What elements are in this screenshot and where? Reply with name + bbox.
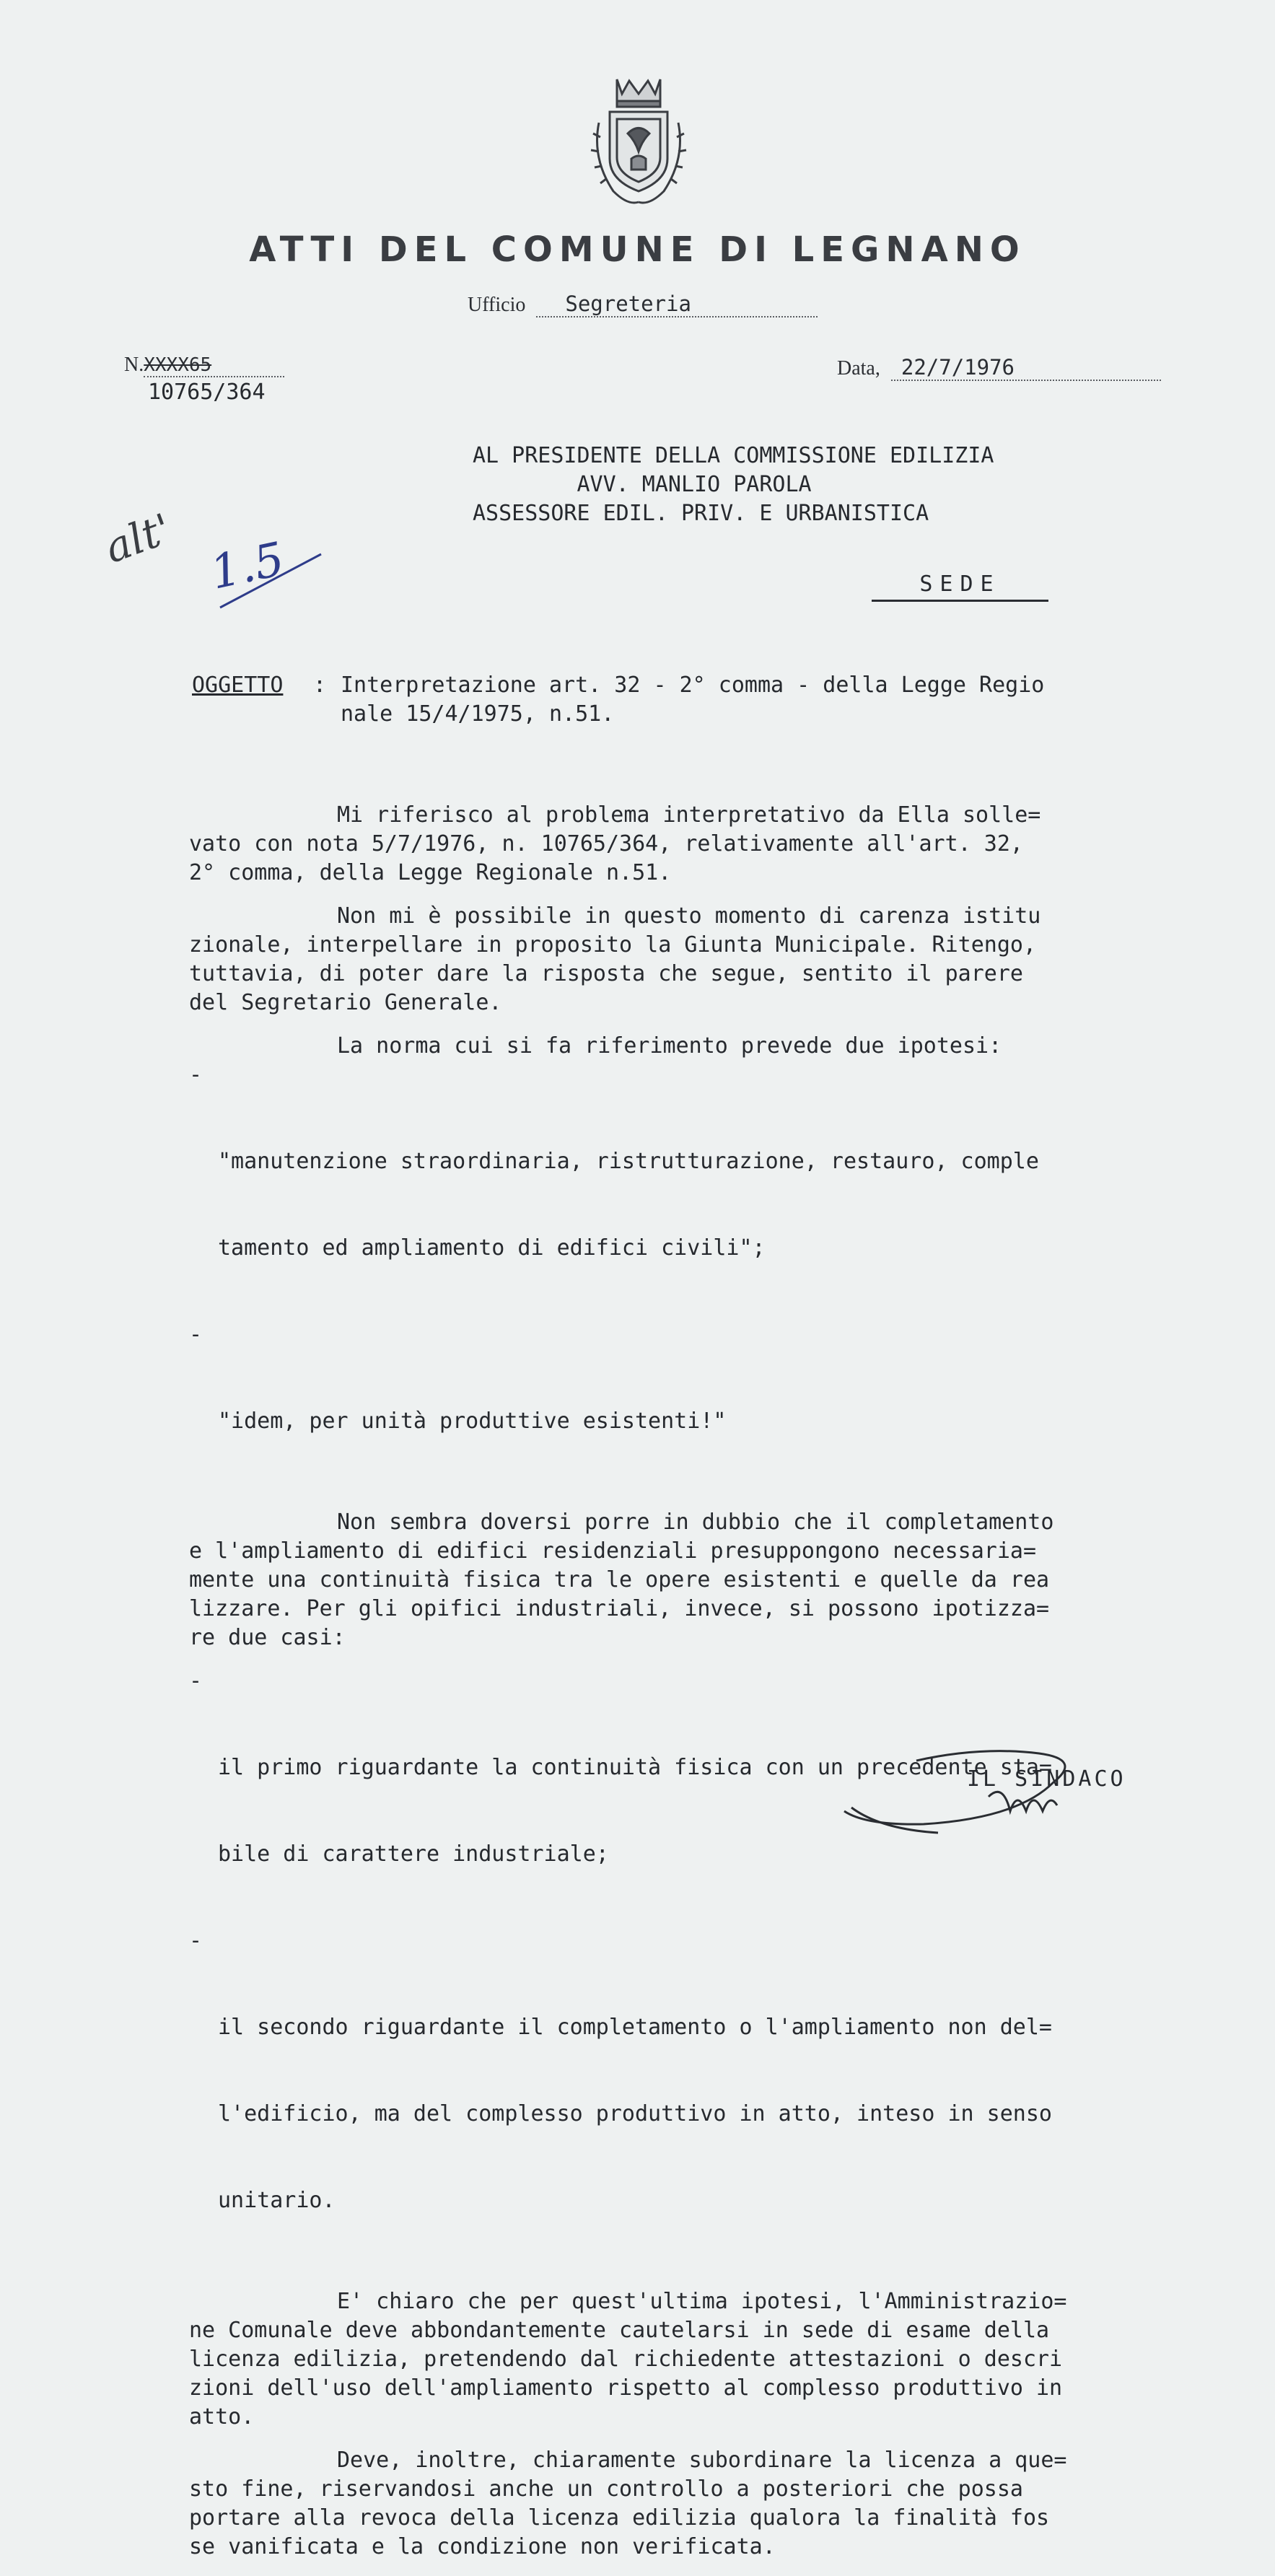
text-line: zioni dell'uso dell'ampliamento rispetto al complesso produttivo in (189, 2375, 1063, 2401)
number-struck: XXXX65 (144, 354, 284, 377)
letter-body (189, 801, 1199, 2576)
bullet-dash: - (189, 1062, 203, 1087)
list-item (189, 1927, 1199, 2273)
list-item (189, 1061, 1199, 1320)
text-line: Non mi è possibile in questo momento di carenza istitu (337, 903, 1041, 929)
text-line: mente una continuità fisica tra le opere esistenti e quelle da rea (189, 1567, 1050, 1593)
subject-colon: : (313, 673, 327, 698)
text-line: il primo riguardante la continuità fisica con un precedente sta= (218, 1755, 1052, 1780)
text-line: "idem, per unità produttive esistenti!" (218, 1409, 727, 1434)
paragraph (189, 1032, 1199, 1494)
text-line: Deve, inoltre, chiaramente subordinare la licenza a que= (337, 2448, 1067, 2473)
text-line: 2° comma, della Legge Regionale n.51. (189, 860, 672, 885)
text-line: "manutenzione straordinaria, ristrutturazione, restauro, comple (218, 1149, 1039, 1174)
masthead-title: ATTI DEL COMUNE DI LEGNANO (249, 229, 1026, 270)
date-label: Data, (837, 357, 880, 380)
addressee-line: ASSESSORE EDIL. PRIV. E URBANISTICA (473, 501, 929, 526)
bullet-dash: - (189, 1668, 203, 1694)
office-label: Ufficio (468, 294, 526, 316)
text-line: atto. (189, 2404, 255, 2430)
handwritten-note-left: alt' (98, 504, 178, 573)
coat-of-arms-icon (584, 72, 693, 213)
text-line: re due casi: (189, 1625, 346, 1650)
text-line: lizzare. Per gli opifici industriali, invece, si possono ipotizza= (189, 1596, 1050, 1621)
handwritten-signature-icon (837, 1739, 1183, 1847)
paragraph (189, 1508, 1199, 1652)
list-item (189, 1320, 1199, 1494)
text-line: del Segretario Generale. (189, 990, 502, 1015)
paragraph (189, 801, 1199, 888)
text-line: Mi riferisco al problema interpretativo da Ella solle= (337, 802, 1041, 828)
text-line: licenza edilizia, pretendendo dal richiedente attestazioni o descri (189, 2347, 1063, 2372)
text-line: Non sembra doversi porre in dubbio che il completamento (337, 1510, 1054, 1535)
number-value: 10765/364 (148, 380, 266, 405)
text-line: vato con nota 5/7/1976, n. 10765/364, relativamente all'art. 32, (189, 831, 1023, 857)
text-line: l'edificio, ma del complesso produttivo in atto, inteso in senso (218, 2101, 1052, 2126)
text-line: sto fine, riservandosi anche un controllo a posteriori che possa (189, 2476, 1023, 2502)
text-line: zionale, interpellare in proposito la Giunta Municipale. Ritengo, (189, 932, 1036, 958)
text-line: se vanificata e la condizione non verificata. (189, 2534, 776, 2559)
addressee-line: AVV. MANLIO PAROLA (473, 472, 812, 497)
text-line: portare alla revoca della licenza edilizia qualora la finalità fos (189, 2505, 1050, 2531)
signature-title: IL SINDACO (967, 1766, 1126, 1792)
subject-line: Interpretazione art. 32 - 2° comma - della Legge Regio (341, 673, 1045, 698)
addressee-line: AL PRESIDENTE DELLA COMMISSIONE EDILIZIA (473, 443, 994, 468)
addressee-block (473, 442, 994, 528)
text-line: unitario. (218, 2188, 336, 2213)
place-sede: SEDE (872, 571, 1048, 602)
text-line: ne Comunale deve abbondantemente cautelarsi in sede di esame della (189, 2318, 1050, 2343)
subject-line: nale 15/4/1975, n.51. (341, 701, 615, 727)
bullet-dash: - (189, 1928, 203, 1953)
date-value: 22/7/1976 (891, 355, 1161, 381)
text-line: e l'ampliamento di edifici residenziali presuppongono necessaria= (189, 1538, 1036, 1564)
paragraph (189, 2287, 1199, 2432)
text-line: E' chiaro che per quest'ultima ipotesi, l'Amministrazio= (337, 2289, 1067, 2314)
text-line: il secondo riguardante il completamento o l'ampliamento non del= (218, 2015, 1052, 2040)
subject-label: OGGETTO (192, 673, 284, 698)
office-value: Segreteria (536, 292, 818, 317)
handwritten-number: 1.5 (206, 533, 289, 600)
paragraph (189, 2446, 1199, 2562)
paragraph (189, 902, 1199, 1017)
text-line: bile di carattere industriale; (218, 1841, 609, 1867)
text-line: tamento ed ampliamento di edifici civili"; (218, 1235, 766, 1261)
text-line: La norma cui si fa riferimento prevede due ipotesi: (337, 1033, 1002, 1059)
text-line: tuttavia, di poter dare la risposta che segue, sentito il parere (189, 961, 1023, 986)
number-label: N. (124, 354, 144, 376)
bullet-dash: - (189, 1322, 203, 1347)
handwritten-underline (216, 548, 325, 613)
